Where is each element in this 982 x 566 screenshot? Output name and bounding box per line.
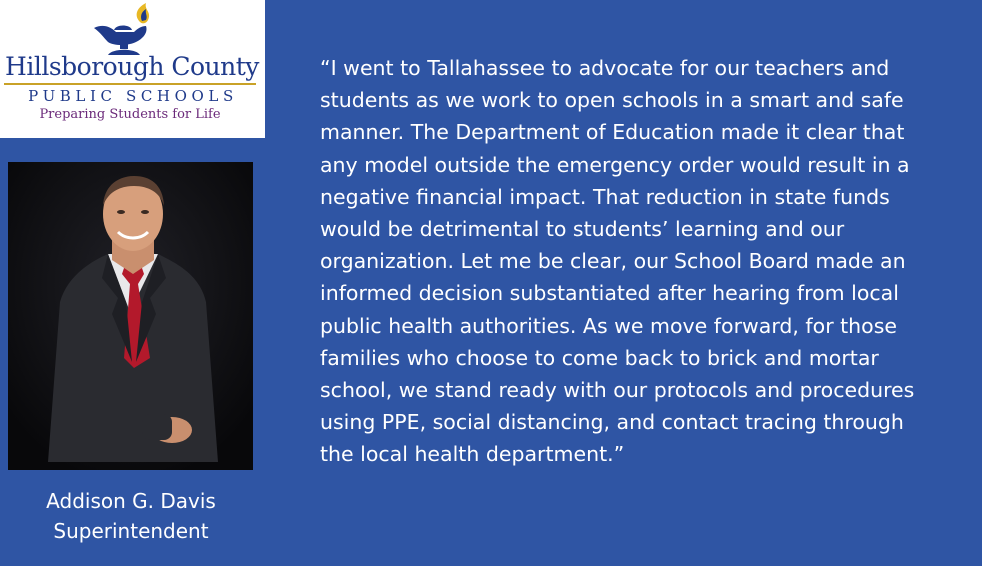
logo-divider bbox=[4, 83, 256, 85]
logo-tagline: Preparing Students for Life bbox=[39, 107, 221, 122]
lamp-of-learning-icon bbox=[90, 2, 162, 58]
superintendent-caption bbox=[0, 486, 262, 546]
person-name: Addison G. Davis bbox=[46, 489, 216, 513]
superintendent-quote: “I went to Tallahassee to advocate for our teachers and students as we work to open schools in a smart and safe manner. The Department of Education made it clear that any model outside the emergency order would result in a negative financial impact. That reduction in state funds would be detrimental to students’ learning and our organization. Let me be clear, our School Board made an informed decision substantiated after hearing from local public health authorities. As we move forward, for those families who choose to come back to brick and mortar school, we stand ready with our protocols and procedures using PPE, social distancing, and contact tracing through the local health department.” bbox=[320, 56, 915, 467]
person-title: Superintendent bbox=[53, 519, 209, 543]
logo-title: Hillsborough County bbox=[5, 52, 259, 81]
logo-subtitle: PUBLIC SCHOOLS bbox=[28, 87, 238, 105]
district-logo bbox=[0, 0, 265, 138]
superintendent-photo bbox=[8, 162, 253, 470]
